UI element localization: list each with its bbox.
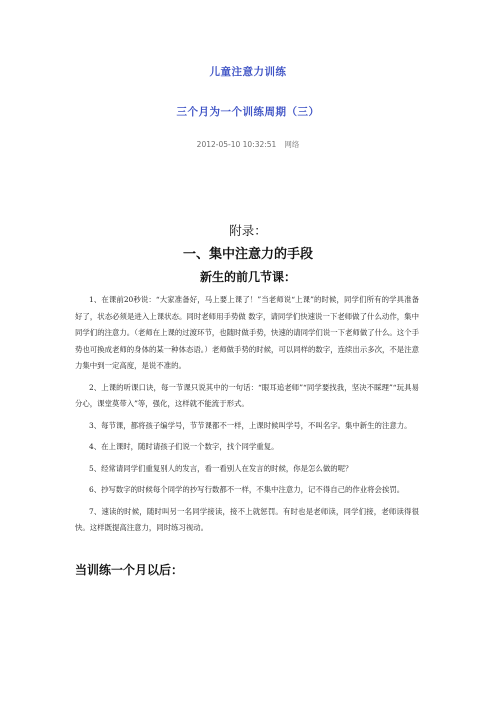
document-meta [0,139,496,150]
publish-date: 2012-05-10 10:32:51 [196,140,277,149]
paragraph-3: 3、每节课，都将孩子编学号，节节课都不一样，上课时候叫学号，不叫名字。集中新生的注意力。 [89,420,412,430]
paragraph-4: 4、在上课时，随时请孩子们说一个数字，找个同学重复。 [89,442,279,451]
source-label: 网络 [284,140,300,149]
paragraph-6: 6、抄写数字的时候每个同学的抄写行数都不一样，不集中注意力，记不得自己的作业将会挨罚。 [89,485,405,494]
subsection-heading: 新生的前几节课： [199,270,296,284]
document-title: 儿童注意力训练 [209,66,287,78]
paragraph-7: 7、速读的时候，随时叫另一名同学接读，接不上就惩罚。有时也是老师读，同学们接，老师读得很快。这样既提高注意力，同时练习视动。 [75,506,419,532]
appendix-label: 附录： [229,223,267,238]
paragraph-2: 2、上课的听课口诀，每一节课只说其中的一句话：“眼耳追老师”“同学要找我，坚决不睬理”“玩具易分心，课堂莫带入”等，强化，这样就不能流于形式。 [75,382,419,408]
paragraph-5: 5、经常请同学们重复别人的发言，看一看别人在发言的时候，你是怎么做的呢？ [89,463,353,473]
section-heading: 一、集中注意力的手段 [182,247,313,262]
closing-heading: 当训练一个月以后： [75,563,184,577]
document-subtitle: 三个月为一个训练周期（三） [176,106,320,118]
paragraph-1: 1、在课前20秒说：“大家准备好，马上要上课了！”当老师说“上课”的时候，同学们所有的学具准备好了，状态必须是进入上课状态。同时老师用手势做 数字，请同学们快速说一下老师做了什么动作，集中同学们的注意力。（老师在上课的过渡环节，也随时做手势，快速的请同学们说一下老师做了什么。这个手势也可换成老师的身体的某一种体态语。）老师做手势的时候，可以同样的数字，连续出示多次，不是注意力集中到一定高度，是说不准的。 [75,295,419,370]
document-body [75,292,419,542]
